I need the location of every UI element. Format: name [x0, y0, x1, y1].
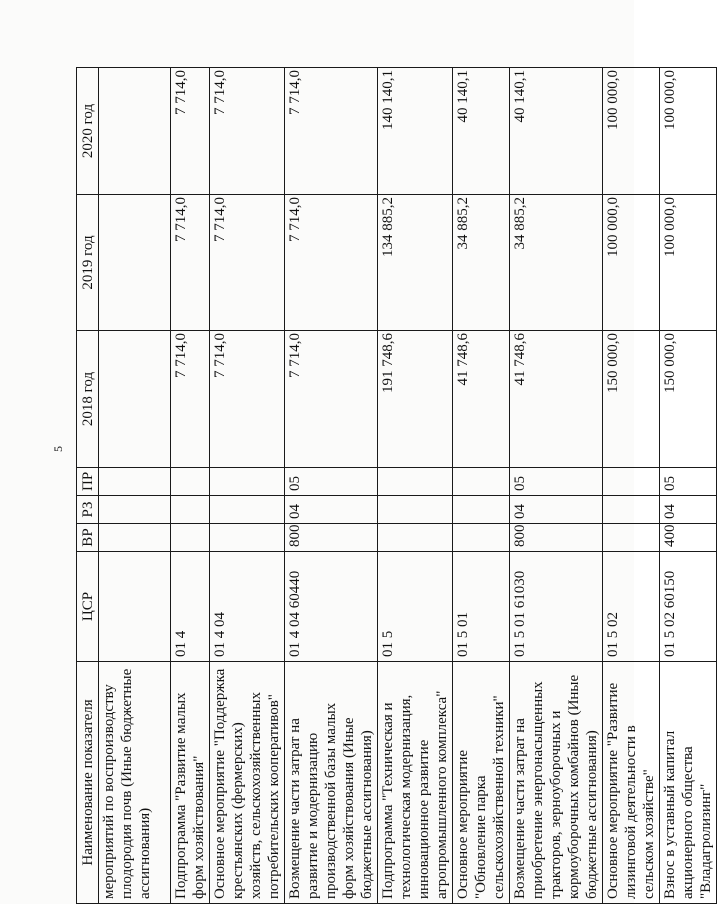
cell-pr: 05	[510, 468, 603, 496]
cell-2018: 150 000,0	[603, 331, 660, 468]
cell-vr: 400	[660, 524, 717, 552]
cell-csr: 01 5 02 60150	[660, 552, 717, 662]
cell-name: Основное мероприятие "Развитие лизинговой деятельности в сельском хозяйстве"	[603, 662, 660, 904]
table-row	[453, 68, 510, 904]
cell-2018: 150 000,0	[660, 331, 717, 468]
cell-name: Возмещение части затрат на развитие и модернизацию производственной базы малых форм хозяйствования (Иные бюджетные ассигнования)	[285, 662, 378, 904]
cell-2020	[99, 68, 171, 195]
cell-2020: 7 714,0	[171, 68, 210, 195]
cell-pr: 05	[285, 468, 378, 496]
table-row	[171, 68, 210, 904]
cell-csr	[99, 552, 171, 662]
cell-pr	[453, 468, 510, 496]
table-row	[210, 68, 285, 904]
cell-pr	[378, 468, 453, 496]
budget-table	[76, 67, 717, 904]
cell-2019: 34 885,2	[510, 195, 603, 331]
cell-csr: 01 4 04 60440	[285, 552, 378, 662]
cell-rz	[378, 496, 453, 524]
cell-vr: 800	[285, 524, 378, 552]
cell-pr	[99, 468, 171, 496]
cell-rz: 04	[660, 496, 717, 524]
cell-2020: 100 000,0	[603, 68, 660, 195]
cell-rz	[603, 496, 660, 524]
cell-csr: 01 5 01 61030	[510, 552, 603, 662]
cell-2018: 41 748,6	[510, 331, 603, 468]
cell-csr: 01 5 02	[603, 552, 660, 662]
page-number: 5	[51, 446, 65, 452]
cell-rz	[171, 496, 210, 524]
cell-2019: 7 714,0	[210, 195, 285, 331]
cell-2018	[99, 331, 171, 468]
cell-2019: 100 000,0	[603, 195, 660, 331]
table-row	[285, 68, 378, 904]
cell-2018: 7 714,0	[285, 331, 378, 468]
cell-2019: 100 000,0	[660, 195, 717, 331]
cell-vr	[171, 524, 210, 552]
cell-name: Взнос в уставный капитал акционерного общества "Владагролизинг"	[660, 662, 717, 904]
cell-rz	[453, 496, 510, 524]
table-header-row	[77, 68, 99, 904]
cell-name: Подпрограмма "Развитие малых форм хозяйствования"	[171, 662, 210, 904]
cell-2020: 100 000,0	[660, 68, 717, 195]
cell-rz	[210, 496, 285, 524]
cell-2018: 41 748,6	[453, 331, 510, 468]
cell-vr	[603, 524, 660, 552]
table-row	[660, 68, 717, 904]
header-rz: РЗ	[77, 496, 99, 524]
cell-vr	[99, 524, 171, 552]
cell-name: Основное мероприятие "Обновление парка сельскохозяйственной техники"	[453, 662, 510, 904]
header-indicator-name: Наименование показателя	[77, 662, 99, 904]
cell-vr	[453, 524, 510, 552]
cell-2019: 34 885,2	[453, 195, 510, 331]
cell-2019: 134 885,2	[378, 195, 453, 331]
cell-2018: 191 748,6	[378, 331, 453, 468]
cell-rz	[99, 496, 171, 524]
cell-vr	[210, 524, 285, 552]
cell-vr: 800	[510, 524, 603, 552]
cell-pr	[171, 468, 210, 496]
cell-rz: 04	[510, 496, 603, 524]
table-row	[99, 68, 171, 904]
cell-name: Возмещение части затрат на приобретение энергонасыщенных тракторов, зерноуборочных и кормоуборочных комбайнов (Иные бюджетные ассигнования)	[510, 662, 603, 904]
table-row	[510, 68, 603, 904]
cell-2020: 140 140,1	[378, 68, 453, 195]
cell-name: Основное мероприятие "Поддержка крестьянских (фермерских) хозяйств, сельскохозяйственных потребительских кооперативов"	[210, 662, 285, 904]
cell-2019	[99, 195, 171, 331]
cell-2019: 7 714,0	[285, 195, 378, 331]
table-row	[603, 68, 660, 904]
cell-csr: 01 4 04	[210, 552, 285, 662]
cell-csr: 01 5	[378, 552, 453, 662]
cell-pr: 05	[660, 468, 717, 496]
cell-2020: 7 714,0	[285, 68, 378, 195]
header-pr: ПР	[77, 468, 99, 496]
cell-csr: 01 5 01	[453, 552, 510, 662]
cell-csr: 01 4	[171, 552, 210, 662]
cell-2018: 7 714,0	[210, 331, 285, 468]
cell-2019: 7 714,0	[171, 195, 210, 331]
cell-2020: 40 140,1	[510, 68, 603, 195]
header-csr: ЦСР	[77, 552, 99, 662]
cell-2020: 7 714,0	[210, 68, 285, 195]
table-row	[378, 68, 453, 904]
rotated-table-container	[76, 68, 714, 904]
cell-2018: 7 714,0	[171, 331, 210, 468]
cell-2020: 40 140,1	[453, 68, 510, 195]
cell-vr	[378, 524, 453, 552]
cell-rz: 04	[285, 496, 378, 524]
header-2019: 2019 год	[77, 195, 99, 331]
cell-pr	[603, 468, 660, 496]
header-2020: 2020 год	[77, 68, 99, 195]
cell-pr	[210, 468, 285, 496]
header-2018: 2018 год	[77, 331, 99, 468]
header-vr: ВР	[77, 524, 99, 552]
cell-name: Подпрограмма "Техническая и технологическая модернизация, инновационное развитие агропромышленного комплекса"	[378, 662, 453, 904]
cell-name: мероприятий по воспроизводству плодородия почв (Иные бюджетные ассигнования)	[99, 662, 171, 904]
